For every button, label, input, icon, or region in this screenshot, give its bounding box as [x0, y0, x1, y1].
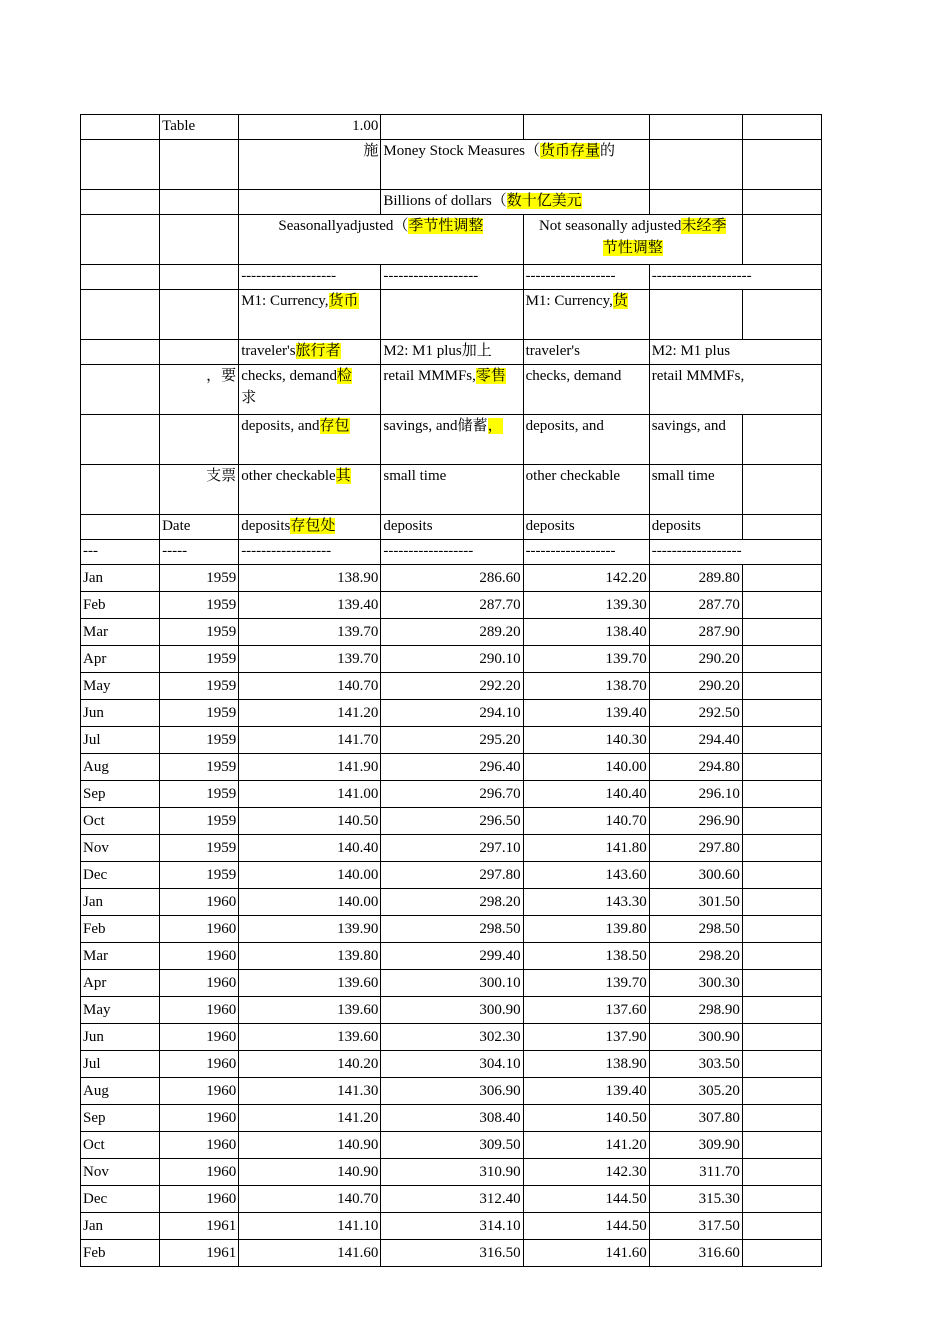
m2-sa-header: savings, and储蓄， — [381, 415, 523, 465]
cell — [81, 465, 160, 515]
value-cell: 138.90 — [239, 565, 381, 592]
value-cell: 139.80 — [239, 943, 381, 970]
table-row — [81, 889, 822, 916]
value-cell: 287.70 — [649, 592, 742, 619]
cell — [742, 997, 821, 1024]
year-cell: 1960 — [160, 1105, 239, 1132]
m1-sa-wrap: 支票 — [160, 465, 239, 515]
column-header-line-3 — [81, 365, 822, 415]
table-row — [81, 1105, 822, 1132]
year-cell: 1960 — [160, 1078, 239, 1105]
m1-nsa-header: traveler's — [523, 340, 649, 365]
year-cell: 1959 — [160, 592, 239, 619]
cell — [742, 1105, 821, 1132]
year-cell: 1960 — [160, 916, 239, 943]
value-cell: 300.10 — [381, 970, 523, 997]
table-row — [81, 1078, 822, 1105]
value-cell: 295.20 — [381, 727, 523, 754]
value-cell: 141.20 — [239, 1105, 381, 1132]
money-stock-table — [80, 114, 822, 1267]
m2-nsa-header: M2: M1 plus — [649, 340, 821, 365]
table-row — [81, 727, 822, 754]
table-row — [81, 970, 822, 997]
value-cell: 308.40 — [381, 1105, 523, 1132]
month-cell: Apr — [81, 970, 160, 997]
value-cell: 296.70 — [381, 781, 523, 808]
value-cell: 307.80 — [649, 1105, 742, 1132]
table-row — [81, 1240, 822, 1267]
cell — [742, 943, 821, 970]
cell — [381, 290, 523, 340]
value-cell: 137.60 — [523, 997, 649, 1024]
m2-nsa-header: small time — [649, 465, 742, 515]
separator: --- — [81, 540, 160, 565]
value-cell: 309.50 — [381, 1132, 523, 1159]
month-cell: Aug — [81, 754, 160, 781]
m2-nsa-header: deposits — [649, 515, 742, 540]
m1-sa-wrap: ，要 — [160, 365, 239, 415]
value-cell: 290.20 — [649, 646, 742, 673]
value-cell: 290.20 — [649, 673, 742, 700]
cell — [742, 1159, 821, 1186]
separator: ------------------ — [381, 540, 523, 565]
value-cell: 296.10 — [649, 781, 742, 808]
table-row — [81, 1132, 822, 1159]
month-cell: Jun — [81, 700, 160, 727]
value-cell: 294.40 — [649, 727, 742, 754]
value-cell: 144.50 — [523, 1213, 649, 1240]
cell — [742, 215, 821, 265]
year-cell: 1960 — [160, 997, 239, 1024]
month-cell: Mar — [81, 943, 160, 970]
value-cell: 302.30 — [381, 1024, 523, 1051]
table-row — [81, 619, 822, 646]
value-cell: 137.90 — [523, 1024, 649, 1051]
year-cell: 1960 — [160, 1132, 239, 1159]
value-cell: 141.70 — [239, 727, 381, 754]
value-cell: 142.30 — [523, 1159, 649, 1186]
cell — [742, 673, 821, 700]
units: Billions of dollars（数十亿美元 — [381, 190, 649, 215]
cell — [160, 215, 239, 265]
cell — [160, 340, 239, 365]
month-cell: Feb — [81, 1240, 160, 1267]
month-cell: Feb — [81, 592, 160, 619]
table-row — [81, 673, 822, 700]
month-cell: Jan — [81, 889, 160, 916]
table-row — [81, 1159, 822, 1186]
value-cell: 141.00 — [239, 781, 381, 808]
title: Money Stock Measures（货币存量的 — [381, 140, 649, 190]
value-cell: 298.50 — [649, 916, 742, 943]
month-cell: Mar — [81, 619, 160, 646]
year-cell: 1959 — [160, 700, 239, 727]
cell — [742, 115, 821, 140]
m2-sa-header: deposits — [381, 515, 523, 540]
m1-sa-header: deposits存包处 — [239, 515, 381, 540]
value-cell: 298.50 — [381, 916, 523, 943]
m1-sa-header: M1: Currency,货币 — [239, 290, 381, 340]
value-cell: 141.60 — [523, 1240, 649, 1267]
value-cell: 297.10 — [381, 835, 523, 862]
value-cell: 144.50 — [523, 1186, 649, 1213]
year-cell: 1959 — [160, 727, 239, 754]
month-cell: Oct — [81, 1132, 160, 1159]
value-cell: 300.90 — [381, 997, 523, 1024]
value-cell: 289.80 — [649, 565, 742, 592]
cell — [649, 190, 742, 215]
value-cell: 140.50 — [523, 1105, 649, 1132]
cell — [742, 754, 821, 781]
value-cell: 139.60 — [239, 970, 381, 997]
value-cell: 297.80 — [381, 862, 523, 889]
value-cell: 294.10 — [381, 700, 523, 727]
value-cell: 140.00 — [239, 862, 381, 889]
value-cell: 140.40 — [523, 781, 649, 808]
cell — [742, 1132, 821, 1159]
value-cell: 139.40 — [523, 1078, 649, 1105]
year-cell: 1959 — [160, 646, 239, 673]
table-row — [81, 862, 822, 889]
cell — [81, 215, 160, 265]
table-row — [81, 700, 822, 727]
month-cell: May — [81, 673, 160, 700]
dash: ------------------ — [523, 265, 649, 290]
cell — [742, 646, 821, 673]
value-cell: 139.30 — [523, 592, 649, 619]
cell — [81, 365, 160, 415]
cell — [160, 190, 239, 215]
value-cell: 287.70 — [381, 592, 523, 619]
value-cell: 316.60 — [649, 1240, 742, 1267]
cell — [742, 970, 821, 997]
m1-sa-header: traveler's旅行者 — [239, 340, 381, 365]
value-cell: 141.10 — [239, 1213, 381, 1240]
table-row — [81, 1024, 822, 1051]
title-wrap: 施 — [239, 140, 381, 190]
not-seasonally-adjusted: Not seasonally adjusted未经季 节性调整 — [523, 215, 742, 265]
separator: ------------------ — [239, 540, 381, 565]
value-cell: 140.70 — [239, 1186, 381, 1213]
value-cell: 316.50 — [381, 1240, 523, 1267]
value-cell: 286.60 — [381, 565, 523, 592]
value-cell: 140.50 — [239, 808, 381, 835]
table-row — [81, 754, 822, 781]
table-row — [81, 997, 822, 1024]
value-cell: 292.50 — [649, 700, 742, 727]
header-row-adjustment — [81, 215, 822, 265]
seasonally-adjusted: Seasonallyadjusted（季节性调整 — [239, 215, 523, 265]
table-row — [81, 592, 822, 619]
table-row — [81, 781, 822, 808]
table-row — [81, 808, 822, 835]
month-cell: Feb — [81, 916, 160, 943]
cell — [649, 290, 742, 340]
cell — [649, 140, 742, 190]
m1-sa-header: other checkable其 — [239, 465, 381, 515]
month-cell: Oct — [81, 808, 160, 835]
value-cell: 312.40 — [381, 1186, 523, 1213]
year-cell: 1960 — [160, 1024, 239, 1051]
cell — [81, 115, 160, 140]
cell — [742, 889, 821, 916]
separator-row — [81, 540, 822, 565]
year-cell: 1959 — [160, 781, 239, 808]
value-cell: 140.70 — [239, 673, 381, 700]
cell — [742, 515, 821, 540]
cell — [81, 290, 160, 340]
cell — [160, 415, 239, 465]
cell — [742, 781, 821, 808]
month-cell: Jan — [81, 565, 160, 592]
value-cell: 139.70 — [239, 646, 381, 673]
header-row-units — [81, 190, 822, 215]
value-cell: 300.90 — [649, 1024, 742, 1051]
cell — [742, 1186, 821, 1213]
column-header-line-2 — [81, 340, 822, 365]
cell — [742, 700, 821, 727]
cell — [381, 115, 523, 140]
value-cell: 290.10 — [381, 646, 523, 673]
cell — [742, 808, 821, 835]
value-cell: 140.40 — [239, 835, 381, 862]
cell — [742, 1240, 821, 1267]
month-cell: Nov — [81, 1159, 160, 1186]
table-row — [81, 565, 822, 592]
value-cell: 296.90 — [649, 808, 742, 835]
separator: ------------------ — [649, 540, 821, 565]
month-cell: Dec — [81, 862, 160, 889]
header-row-table — [81, 115, 822, 140]
value-cell: 297.80 — [649, 835, 742, 862]
value-cell: 289.20 — [381, 619, 523, 646]
year-cell: 1959 — [160, 619, 239, 646]
column-header-line-4 — [81, 415, 822, 465]
value-cell: 141.30 — [239, 1078, 381, 1105]
month-cell: Sep — [81, 781, 160, 808]
year-cell: 1959 — [160, 565, 239, 592]
m1-nsa-header: deposits — [523, 515, 649, 540]
cell — [81, 140, 160, 190]
value-cell: 294.80 — [649, 754, 742, 781]
m2-nsa-header: retail MMMFs, — [649, 365, 821, 415]
dash: ------------------- — [239, 265, 381, 290]
cell — [160, 290, 239, 340]
cell — [742, 862, 821, 889]
cell — [81, 340, 160, 365]
table-row — [81, 646, 822, 673]
column-header-line-1 — [81, 290, 822, 340]
column-header-line-5 — [81, 465, 822, 515]
value-cell: 139.70 — [523, 970, 649, 997]
header-row-title — [81, 140, 822, 190]
value-cell: 138.90 — [523, 1051, 649, 1078]
value-cell: 298.90 — [649, 997, 742, 1024]
separator: ----- — [160, 540, 239, 565]
table-label: Table — [160, 115, 239, 140]
value-cell: 138.40 — [523, 619, 649, 646]
m2-nsa-header: savings, and — [649, 415, 742, 465]
value-cell: 299.40 — [381, 943, 523, 970]
cell — [742, 727, 821, 754]
year-cell: 1959 — [160, 808, 239, 835]
month-cell: Jan — [81, 1213, 160, 1240]
value-cell: 139.70 — [239, 619, 381, 646]
cell — [81, 415, 160, 465]
value-cell: 310.90 — [381, 1159, 523, 1186]
cell — [742, 916, 821, 943]
month-cell: Jun — [81, 1024, 160, 1051]
value-cell: 305.20 — [649, 1078, 742, 1105]
m1-sa-header: checks, demand检 求 — [239, 365, 381, 415]
month-cell: Apr — [81, 646, 160, 673]
m2-sa-header: M2: M1 plus加上 — [381, 340, 523, 365]
year-cell: 1960 — [160, 1159, 239, 1186]
table-number: 1.00 — [239, 115, 381, 140]
cell — [239, 190, 381, 215]
value-cell: 300.60 — [649, 862, 742, 889]
year-cell: 1960 — [160, 970, 239, 997]
table-row — [81, 1213, 822, 1240]
year-cell: 1959 — [160, 835, 239, 862]
m1-nsa-header: checks, demand — [523, 365, 649, 415]
table-row — [81, 835, 822, 862]
value-cell: 292.20 — [381, 673, 523, 700]
cell — [742, 1213, 821, 1240]
m2-sa-header: small time — [381, 465, 523, 515]
dash: -------------------- — [649, 265, 821, 290]
value-cell: 140.30 — [523, 727, 649, 754]
value-cell: 317.50 — [649, 1213, 742, 1240]
month-cell: Aug — [81, 1078, 160, 1105]
value-cell: 139.70 — [523, 646, 649, 673]
value-cell: 296.50 — [381, 808, 523, 835]
month-cell: Dec — [81, 1186, 160, 1213]
value-cell: 139.90 — [239, 916, 381, 943]
value-cell: 140.90 — [239, 1132, 381, 1159]
m2-sa-header: retail MMMFs,零售 — [381, 365, 523, 415]
value-cell: 139.40 — [239, 592, 381, 619]
value-cell: 306.90 — [381, 1078, 523, 1105]
value-cell: 140.20 — [239, 1051, 381, 1078]
cell — [523, 115, 649, 140]
year-cell: 1961 — [160, 1213, 239, 1240]
column-header-line-6 — [81, 515, 822, 540]
cell — [742, 140, 821, 190]
cell — [742, 190, 821, 215]
m1-nsa-header: other checkable — [523, 465, 649, 515]
month-cell: May — [81, 997, 160, 1024]
cell — [742, 290, 821, 340]
dash: ------------------- — [381, 265, 523, 290]
year-cell: 1961 — [160, 1240, 239, 1267]
value-cell: 139.60 — [239, 1024, 381, 1051]
m1-nsa-header: M1: Currency,货 — [523, 290, 649, 340]
separator: ------------------ — [523, 540, 649, 565]
value-cell: 287.90 — [649, 619, 742, 646]
year-cell: 1959 — [160, 862, 239, 889]
value-cell: 143.30 — [523, 889, 649, 916]
cell — [742, 415, 821, 465]
cell — [742, 465, 821, 515]
month-cell: Jul — [81, 1051, 160, 1078]
value-cell: 304.10 — [381, 1051, 523, 1078]
value-cell: 314.10 — [381, 1213, 523, 1240]
cell — [742, 619, 821, 646]
m1-nsa-header: deposits, and — [523, 415, 649, 465]
value-cell: 141.20 — [239, 700, 381, 727]
cell — [742, 592, 821, 619]
table-row — [81, 1186, 822, 1213]
value-cell: 311.70 — [649, 1159, 742, 1186]
value-cell: 141.90 — [239, 754, 381, 781]
value-cell: 298.20 — [381, 889, 523, 916]
table-row — [81, 943, 822, 970]
m1-sa-header: deposits, and存包 — [239, 415, 381, 465]
cell — [742, 1051, 821, 1078]
cell — [742, 835, 821, 862]
value-cell: 140.00 — [239, 889, 381, 916]
value-cell: 140.00 — [523, 754, 649, 781]
value-cell: 138.50 — [523, 943, 649, 970]
value-cell: 140.70 — [523, 808, 649, 835]
value-cell: 301.50 — [649, 889, 742, 916]
year-cell: 1959 — [160, 673, 239, 700]
cell — [81, 190, 160, 215]
cell — [160, 140, 239, 190]
year-cell: 1960 — [160, 943, 239, 970]
value-cell: 138.70 — [523, 673, 649, 700]
cell — [742, 1078, 821, 1105]
cell — [81, 265, 160, 290]
header-row-dashes — [81, 265, 822, 290]
month-cell: Nov — [81, 835, 160, 862]
value-cell: 141.80 — [523, 835, 649, 862]
cell — [160, 265, 239, 290]
month-cell: Sep — [81, 1105, 160, 1132]
value-cell: 141.60 — [239, 1240, 381, 1267]
value-cell: 303.50 — [649, 1051, 742, 1078]
year-cell: 1959 — [160, 754, 239, 781]
value-cell: 309.90 — [649, 1132, 742, 1159]
value-cell: 143.60 — [523, 862, 649, 889]
value-cell: 296.40 — [381, 754, 523, 781]
value-cell: 141.20 — [523, 1132, 649, 1159]
year-cell: 1960 — [160, 1051, 239, 1078]
cell — [81, 515, 160, 540]
table-row — [81, 916, 822, 943]
value-cell: 315.30 — [649, 1186, 742, 1213]
value-cell: 139.40 — [523, 700, 649, 727]
cell — [649, 115, 742, 140]
month-cell: Jul — [81, 727, 160, 754]
year-cell: 1960 — [160, 1186, 239, 1213]
value-cell: 300.30 — [649, 970, 742, 997]
cell — [742, 1024, 821, 1051]
cell — [742, 565, 821, 592]
value-cell: 140.90 — [239, 1159, 381, 1186]
year-cell: 1960 — [160, 889, 239, 916]
value-cell: 139.80 — [523, 916, 649, 943]
date-header: Date — [160, 515, 239, 540]
value-cell: 298.20 — [649, 943, 742, 970]
value-cell: 139.60 — [239, 997, 381, 1024]
value-cell: 142.20 — [523, 565, 649, 592]
table-row — [81, 1051, 822, 1078]
